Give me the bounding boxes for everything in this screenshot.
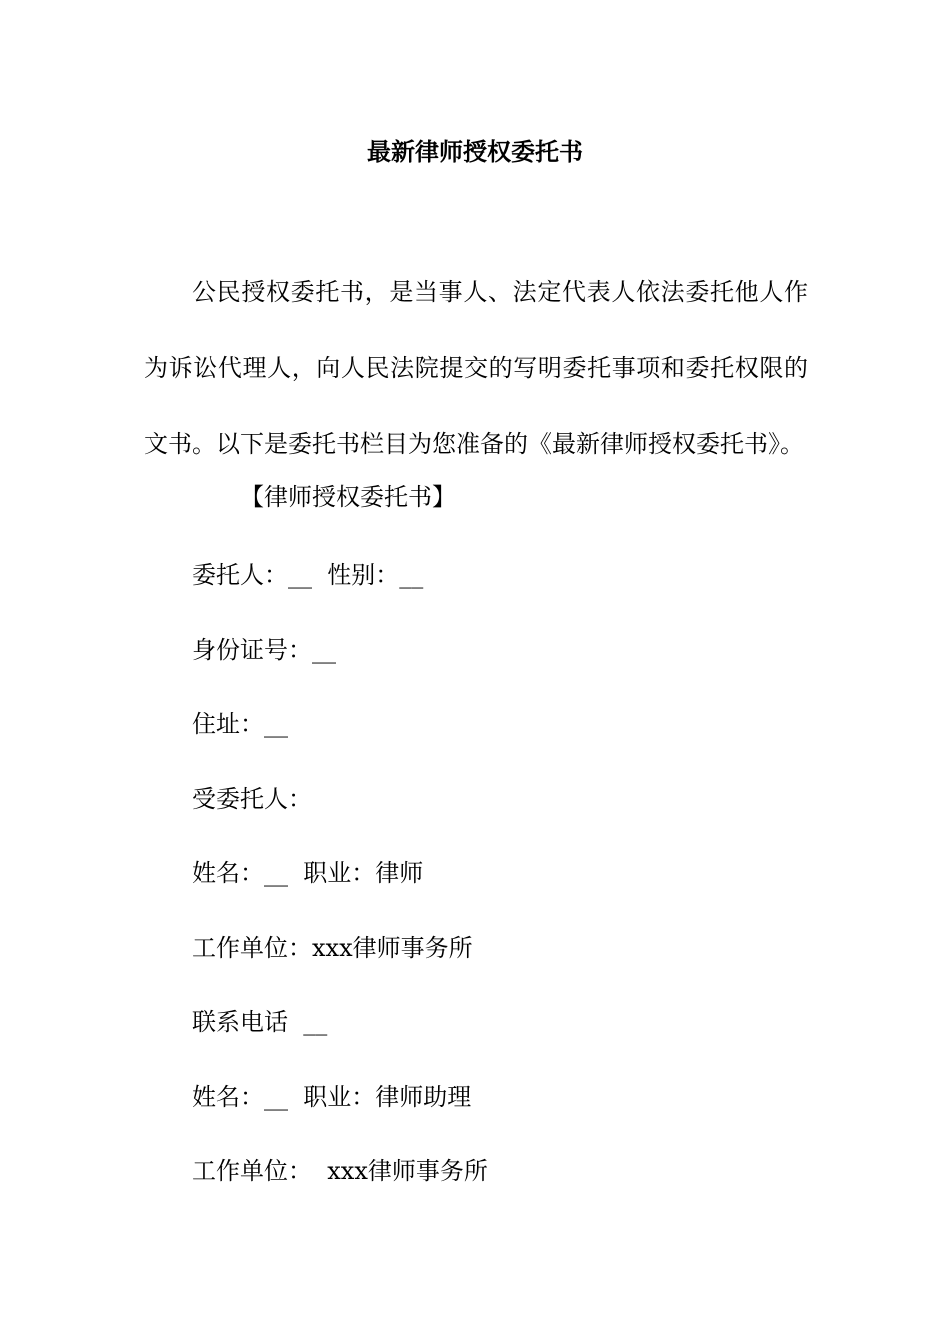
agent1-name-occupation-line: 姓名：__ 职业：律师	[192, 859, 424, 887]
id-number-line: 身份证号：__	[192, 636, 336, 664]
section-heading: 【律师授权委托书】	[240, 483, 456, 511]
agent1-workplace-line: 工作单位：xxx律师事务所	[192, 934, 473, 962]
principal-name-gender-line: 委托人：__ 性别：__	[192, 561, 424, 589]
agent2-workplace-line: 工作单位： xxx律师事务所	[192, 1157, 488, 1185]
contact-phone-line: 联系电话 __	[192, 1008, 328, 1036]
document-title: 最新律师授权委托书	[367, 137, 583, 166]
intro-paragraph: 公民授权委托书，是当事人、法定代表人依法委托他人作为诉讼代理人，向人民法院提交的写明委托事项和委托权限的文书。以下是委托书栏目为您准备的《最新律师授权委托书》。	[144, 278, 808, 458]
agent-heading-line: 受委托人：	[192, 785, 312, 813]
address-line: 住址：__	[192, 710, 288, 738]
agent2-name-occupation-line: 姓名：__ 职业：律师助理	[192, 1083, 472, 1111]
